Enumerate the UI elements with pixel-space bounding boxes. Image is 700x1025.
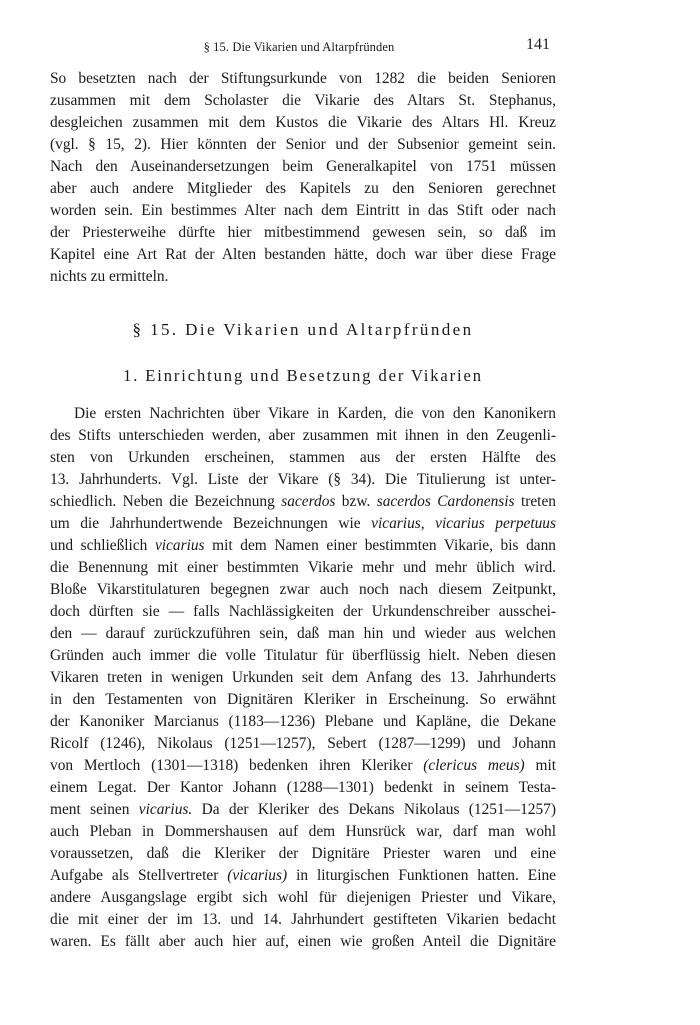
text-line (50, 843, 556, 865)
text-segment: Aufgabe als Stellvertreter (50, 867, 228, 884)
text-segment: andere Ausgangslage ergibt sich wohl für diejenigen Priester und Vikare, (50, 889, 556, 906)
text-line: aber auch andere Mitglieder des Kapitels zu den Senioren gerechnet (50, 180, 556, 197)
text-segment: Ricolf (1246), Nikolaus (1251—1257), Sebert (1287—1299) und Johann (50, 735, 556, 752)
text-segment: die mit einer der im 13. und 14. Jahrhundert gestifteten Vikarien bedacht (50, 911, 556, 928)
text-line (50, 403, 556, 425)
text-line: So besetzten nach der Stiftungsurkunde von 1282 die beiden Senioren (50, 70, 556, 87)
text-segment: in liturgischen Funktionen hatten. Eine (287, 867, 556, 884)
text-line: desgleichen zusammen mit dem Kustos die Vikarie des Altars Hl. Kreuz (50, 114, 556, 131)
text-segment: waren. Es fällt aber auch hier auf, einen wie großen Anteil die Dignitäre (50, 933, 556, 950)
text-line (50, 799, 556, 821)
text-line (50, 557, 556, 579)
italic-term: vicarius, vicarius perpetuus (371, 515, 556, 532)
text-segment: einem Legat. Der Kantor Johann (1288—1301) bedenkt in seinem Testa- (50, 779, 556, 796)
text-segment: doch dürften sie — falls Nachlässigkeiten der Urkundenschreiber ausschei- (50, 603, 556, 620)
text-line (50, 821, 556, 843)
paragraph-vikarien (50, 403, 556, 953)
text-line (50, 667, 556, 689)
text-line (50, 777, 556, 799)
text-segment: treten (514, 493, 556, 510)
italic-term: (clericus meus) (423, 757, 525, 774)
text-line (50, 469, 556, 491)
italic-term: vicarius. (138, 801, 193, 818)
text-line: (vgl. § 15, 2). Hier könnten der Senior und der Subsenior gemeint sein. (50, 136, 556, 153)
text-line (50, 447, 556, 469)
text-line (50, 535, 556, 557)
text-line (50, 733, 556, 755)
text-line (50, 689, 556, 711)
text-segment: mit dem Namen einer bestimmten Vikarie, bis dann (204, 537, 556, 554)
text-line (50, 491, 556, 513)
text-segment: den — darauf zurückzuführen sein, daß man hin und wieder aus welchen (50, 625, 556, 642)
italic-term: vicarius (154, 537, 205, 554)
text-segment: Bloße Vikarstitulaturen begegnen zwar auch noch nach diesem Zeitpunkt, (50, 581, 556, 598)
subsection-heading: 1. Einrichtung und Besetzung der Vikarien (123, 366, 483, 385)
text-line (50, 931, 556, 953)
italic-term: sacerdos (281, 493, 336, 510)
text-segment: bzw. (335, 493, 377, 510)
paragraph-senioren (50, 68, 556, 288)
text-line (50, 711, 556, 733)
text-segment: auch Pleban in Dommershausen auf dem Hunsrück war, darf man wohl (50, 823, 556, 840)
text-line (50, 623, 556, 645)
text-segment: von Mertloch (1301—1318) bedenken ihren Kleriker (50, 757, 424, 774)
text-line (50, 909, 556, 931)
text-segment: ment seinen (50, 801, 139, 818)
text-segment: schiedlich. Neben die Bezeichnung (50, 493, 282, 510)
text-segment: Gründen auch immer die volle Titulatur für überflüssig hielt. Neben diesen (50, 647, 556, 664)
text-line: worden sein. Ein bestimmes Alter nach dem Eintritt in das Stift oder nach (50, 202, 556, 219)
text-segment: der Kanoniker Marcianus (1183—1236) Plebane und Kapläne, die Dekane (50, 713, 556, 730)
text-line: zusammen mit dem Scholaster die Vikarie des Altars St. Stephanus, (50, 92, 556, 109)
text-segment: die Benennung mit einer bestimmten Vikarie mehr und mehr üblich wird. (50, 559, 556, 576)
text-segment: Die ersten Nachrichten über Vikare in Karden, die von den Kanonikern (74, 405, 556, 422)
italic-term: sacerdos Cardonensis (376, 493, 515, 510)
text-line (50, 865, 556, 887)
text-line (50, 579, 556, 601)
text-segment: um die Jahrhundertwende Bezeichnungen wie (50, 515, 372, 532)
text-segment: Da der Kleriker des Dekans Nikolaus (1251—1257) (192, 801, 556, 818)
text-line (50, 601, 556, 623)
text-line (50, 645, 556, 667)
text-line: der Priesterweihe dürfte hier mitbestimmend gewesen sein, so daß im (50, 224, 556, 241)
text-line: Nach den Auseinandersetzungen beim Generalkapitel von 1751 müssen (50, 158, 556, 175)
text-segment: 13. Jahrhunderts. Vgl. Liste der Vikare (§ 34). Die Titulierung ist unter- (50, 471, 556, 488)
text-line: Kapitel eine Art Rat der Alten bestanden hätte, doch war über diese Frage (50, 246, 556, 263)
text-line: nichts zu ermitteln. (50, 268, 169, 285)
text-segment: und schließlich (50, 537, 155, 554)
page-number: 141 (526, 36, 550, 53)
text-line (50, 887, 556, 909)
text-segment: Vikaren treten in wenigen Urkunden seit dem Anfang des 13. Jahrhunderts (50, 669, 556, 686)
running-head: § 15. Die Vikarien und Altarpfründen (203, 40, 395, 54)
text-segment: mit (524, 757, 556, 774)
text-segment: sten von Urkunden erscheinen, stammen aus der ersten Hälfte des (50, 449, 556, 466)
text-segment: des Stifts unterschieden werden, aber zusammen mit ihnen in den Zeugenli- (50, 427, 556, 444)
text-line (50, 755, 556, 777)
text-line (50, 425, 556, 447)
text-segment: in den Testamenten von Dignitären Kleriker in Erscheinung. So erwähnt (50, 691, 556, 708)
section-heading: § 15. Die Vikarien und Altarpfründen (132, 320, 474, 339)
text-segment: voraussetzen, daß die Kleriker der Dignitäre Priester waren und eine (50, 845, 556, 862)
text-line (50, 513, 556, 535)
italic-term: (vicarius) (227, 867, 288, 884)
